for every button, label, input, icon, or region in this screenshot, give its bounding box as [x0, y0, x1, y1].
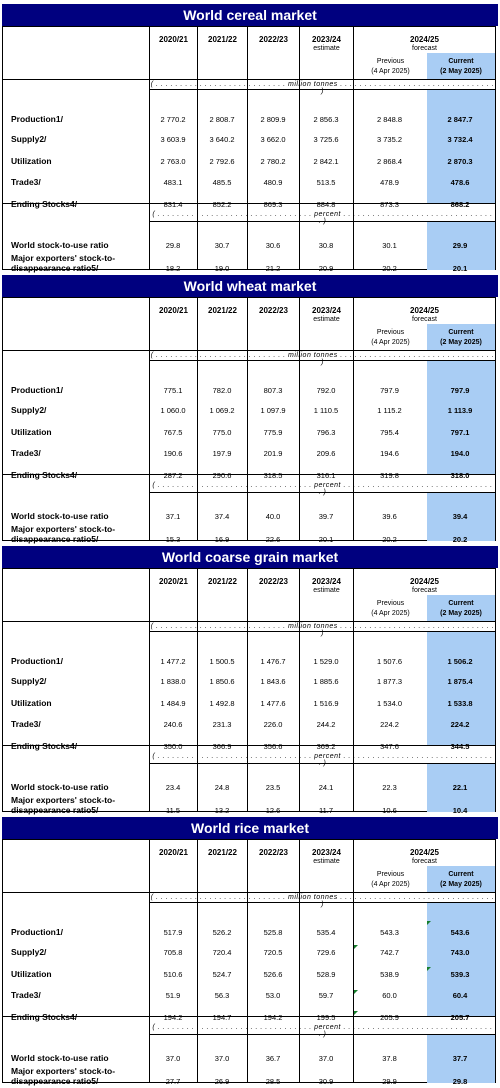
- table-cell: 526.6: [263, 970, 283, 979]
- current-value: 224.2: [450, 720, 470, 729]
- row-label: Major exporters' stock-to-: [11, 524, 116, 534]
- table-cell: 316.1: [316, 471, 336, 480]
- current-value: 478.6: [450, 178, 470, 187]
- column-divider: [247, 840, 248, 1083]
- table-cell: 56.3: [214, 991, 230, 1000]
- table-cell: 729.6: [316, 948, 336, 957]
- table-cell: 775.9: [263, 428, 283, 437]
- row-label: disappearance ratio5/: [11, 534, 99, 544]
- current-value: 20.2: [452, 535, 468, 544]
- table-cell: 40.0: [265, 512, 281, 521]
- revision-marker: [354, 1011, 358, 1015]
- current-label: Current: [448, 58, 474, 65]
- column-divider: [247, 27, 248, 270]
- table-cell: 37.1: [165, 512, 181, 521]
- current-label: Current: [448, 329, 474, 336]
- row-label: Supply2/: [11, 405, 47, 415]
- table-cell: 517.9: [163, 928, 183, 937]
- section-title: World cereal market: [2, 4, 498, 26]
- table-cell: 1 516.9: [313, 699, 339, 708]
- column-header-year: 2021/22: [208, 35, 237, 44]
- column-divider: [247, 298, 248, 541]
- current-value: 39.4: [452, 512, 468, 521]
- table-cell: 1 477.6: [260, 699, 286, 708]
- current-value: 539.3: [450, 970, 470, 979]
- table-cell: 1 500.5: [209, 657, 235, 666]
- current-value: 868.2: [450, 200, 470, 209]
- column-divider: [149, 27, 150, 270]
- table-cell: 1 097.9: [260, 406, 286, 415]
- table-cell: 483.1: [163, 178, 183, 187]
- revision-marker: [427, 967, 431, 971]
- table-cell: 356.6: [263, 742, 283, 751]
- table-cell: 478.9: [380, 178, 399, 187]
- column-divider: [149, 569, 150, 812]
- table-cell: 795.4: [380, 428, 399, 437]
- table-cell: 543.3: [380, 928, 399, 937]
- column-divider: [299, 27, 300, 270]
- table-cell: 807.3: [263, 386, 283, 395]
- table-cell: 199.5: [316, 1013, 336, 1022]
- current-value: 797.9: [450, 386, 470, 395]
- table-cell: 782.0: [212, 386, 232, 395]
- table-cell: 366.9: [212, 742, 232, 751]
- table-cell: 1 850.6: [209, 677, 235, 686]
- row-label: Utilization: [11, 969, 52, 979]
- table-cell: 705.8: [163, 948, 183, 957]
- market-section: [0, 275, 500, 544]
- table-cell: 2 780.2: [260, 157, 286, 166]
- table-cell: 319.8: [380, 471, 399, 480]
- current-date: (2 May 2025): [440, 881, 482, 888]
- row-label: World stock-to-use ratio: [11, 782, 109, 792]
- table-cell: 792.0: [316, 386, 336, 395]
- table-cell: 23.5: [265, 783, 281, 792]
- table-cell: 59.7: [318, 991, 334, 1000]
- estimate-label: estimate: [313, 45, 340, 52]
- column-header-year: 2023/24: [312, 848, 341, 857]
- row-divider: [3, 79, 495, 80]
- table-cell: 30.9: [318, 1077, 334, 1086]
- table-cell: 240.6: [163, 720, 183, 729]
- table-cell: 510.6: [163, 970, 183, 979]
- row-label: World stock-to-use ratio: [11, 240, 109, 250]
- table-cell: 194.2: [263, 1013, 283, 1022]
- data-table: [2, 26, 496, 273]
- table-cell: 3 640.2: [209, 135, 235, 144]
- table-cell: 369.2: [316, 742, 336, 751]
- table-cell: 194.6: [380, 449, 399, 458]
- table-cell: 19.0: [214, 264, 230, 273]
- table-cell: 194.7: [212, 1013, 232, 1022]
- column-header-year: 2021/22: [208, 306, 237, 315]
- row-label: disappearance ratio5/: [11, 805, 99, 815]
- table-cell: 224.2: [380, 720, 399, 729]
- table-cell: 11.7: [318, 806, 334, 815]
- current-value: 60.4: [452, 991, 468, 1000]
- table-cell: 21.2: [265, 264, 281, 273]
- current-value: 29.8: [452, 1077, 468, 1086]
- column-divider: [299, 569, 300, 812]
- table-cell: 1 492.8: [209, 699, 235, 708]
- row-label: Supply2/: [11, 947, 47, 957]
- table-cell: 873.3: [380, 200, 399, 209]
- table-cell: 797.9: [380, 386, 399, 395]
- current-date: (2 May 2025): [440, 610, 482, 617]
- column-header-year: 2023/24: [312, 35, 341, 44]
- column-header-year: 2022/23: [259, 848, 288, 857]
- table-cell: 39.6: [382, 512, 397, 521]
- column-header-year: 2020/21: [159, 306, 188, 315]
- table-cell: 201.9: [263, 449, 283, 458]
- table-cell: 53.0: [265, 991, 281, 1000]
- table-cell: 244.2: [316, 720, 336, 729]
- previous-label: Previous: [376, 329, 405, 336]
- table-cell: 28.5: [265, 1077, 281, 1086]
- table-cell: 12.6: [265, 806, 281, 815]
- table-cell: 37.0: [318, 1054, 334, 1063]
- column-divider: [247, 569, 248, 812]
- table-cell: 852.2: [212, 200, 232, 209]
- table-cell: 884.8: [316, 200, 336, 209]
- row-label: World stock-to-use ratio: [11, 1053, 109, 1063]
- row-label: Trade3/: [11, 719, 41, 729]
- estimate-label: estimate: [313, 316, 340, 323]
- table-cell: 11.5: [165, 806, 181, 815]
- column-header-year: 2020/21: [159, 848, 188, 857]
- current-date: (2 May 2025): [440, 68, 482, 75]
- current-date: (2 May 2025): [440, 339, 482, 346]
- row-label: Trade3/: [11, 177, 41, 187]
- forecast-label: forecast: [412, 858, 437, 865]
- row-label: Supply2/: [11, 134, 47, 144]
- current-value: 3 732.4: [447, 135, 473, 144]
- unit-label: ( . . . . . . . . . . . . . . . . . . . . . . . . . . . . . . . . percent . . . . . . . . . . . . . . . . . . . . . . . . . . . . . . . . ): [152, 211, 493, 225]
- table-cell: 2 792.6: [209, 157, 235, 166]
- table-cell: 36.7: [265, 1054, 281, 1063]
- current-value: 743.0: [450, 948, 470, 957]
- market-section: [0, 4, 500, 273]
- table-cell: 13.2: [214, 806, 230, 815]
- unit-label: ( . . . . . . . . . . . . . . . . . . . . . . . . . . . . . . . . percent . . . . . . . . . . . . . . . . . . . . . . . . . . . . . . . . ): [152, 753, 493, 767]
- table-cell: 24.1: [318, 783, 334, 792]
- table-cell: 30.1: [382, 241, 397, 250]
- table-cell: 37.0: [165, 1054, 181, 1063]
- previous-label: Previous: [376, 600, 405, 607]
- current-value: 1 113.9: [447, 406, 473, 415]
- table-cell: 290.6: [212, 471, 232, 480]
- column-header-year: 2023/24: [312, 577, 341, 586]
- table-cell: 2 770.2: [160, 115, 186, 124]
- table-cell: 513.5: [316, 178, 336, 187]
- row-divider: [3, 350, 495, 351]
- table-cell: 29.9: [382, 1077, 397, 1086]
- table-cell: 39.7: [318, 512, 334, 521]
- current-value: 37.7: [452, 1054, 468, 1063]
- table-cell: 1 534.0: [376, 699, 403, 708]
- previous-date: (4 Apr 2025): [371, 68, 410, 75]
- previous-label: Previous: [376, 871, 405, 878]
- row-label: Production1/: [11, 927, 63, 937]
- table-cell: 2 809.9: [260, 115, 286, 124]
- table-cell: 209.6: [316, 449, 336, 458]
- current-value: 2 847.7: [447, 115, 473, 124]
- data-table: [2, 297, 496, 544]
- table-cell: 535.4: [316, 928, 336, 937]
- row-label: Trade3/: [11, 448, 41, 458]
- current-value: 543.6: [450, 928, 470, 937]
- table-cell: 775.0: [212, 428, 232, 437]
- current-value: 1 533.8: [447, 699, 473, 708]
- table-cell: 528.9: [316, 970, 336, 979]
- row-label: Ending Stocks4/: [11, 741, 78, 751]
- unit-label: ( . . . . . . . . . . . . . . . . . . . . . . . . . . . million tonnes . . . . . . . . . . . . . . . . . . . . . . . . . . . . . . . . ): [150, 352, 495, 366]
- column-header-year: 2024/25: [410, 306, 439, 315]
- current-value: 205.7: [450, 1013, 470, 1022]
- row-label: Trade3/: [11, 990, 41, 1000]
- table-cell: 190.6: [163, 449, 183, 458]
- table-cell: 22.6: [265, 535, 281, 544]
- table-cell: 60.0: [382, 991, 397, 1000]
- previous-label: Previous: [376, 58, 405, 65]
- column-divider: [197, 298, 198, 541]
- current-value: 29.9: [452, 241, 468, 250]
- column-divider: [197, 27, 198, 270]
- table-cell: 526.2: [212, 928, 232, 937]
- previous-date: (4 Apr 2025): [371, 610, 410, 617]
- section-title: World coarse grain market: [2, 546, 498, 568]
- data-table: [2, 839, 496, 1086]
- column-header-year: 2020/21: [159, 35, 188, 44]
- row-label: disappearance ratio5/: [11, 1076, 99, 1086]
- table-cell: 22.3: [382, 783, 397, 792]
- table-cell: 226.0: [263, 720, 283, 729]
- table-cell: 524.7: [212, 970, 232, 979]
- table-cell: 30.7: [214, 241, 230, 250]
- forecast-label: forecast: [412, 45, 437, 52]
- market-section: [0, 817, 500, 1086]
- table-cell: 30.6: [265, 241, 281, 250]
- table-cell: 3 725.6: [313, 135, 339, 144]
- table-cell: 197.9: [212, 449, 232, 458]
- table-cell: 1 477.2: [160, 657, 186, 666]
- unit-label: ( . . . . . . . . . . . . . . . . . . . . . . . . . . . million tonnes . . . . . . . . . . . . . . . . . . . . . . . . . . . . . . . . ): [150, 81, 495, 95]
- current-value: 10.4: [452, 806, 468, 815]
- table-cell: 2 763.0: [160, 157, 186, 166]
- revision-marker: [354, 945, 358, 949]
- column-divider: [197, 840, 198, 1083]
- table-cell: 485.5: [212, 178, 232, 187]
- table-cell: 37.4: [214, 512, 230, 521]
- column-header-year: 2023/24: [312, 306, 341, 315]
- table-cell: 720.5: [263, 948, 283, 957]
- table-cell: 16.9: [214, 535, 230, 544]
- table-cell: 831.4: [163, 200, 183, 209]
- table-cell: 20.2: [382, 535, 397, 544]
- row-label: disappearance ratio5/: [11, 263, 99, 273]
- table-cell: 2 856.3: [313, 115, 339, 124]
- table-cell: 1 838.0: [160, 677, 186, 686]
- unit-label: ( . . . . . . . . . . . . . . . . . . . . . . . . . . . million tonnes . . . . . . . . . . . . . . . . . . . . . . . . . . . . . . . . ): [150, 623, 495, 637]
- forecast-label: forecast: [412, 316, 437, 323]
- row-label: Ending Stocks4/: [11, 1012, 78, 1022]
- row-label: Production1/: [11, 656, 63, 666]
- table-cell: 37.8: [382, 1054, 397, 1063]
- table-cell: 1 507.6: [376, 657, 403, 666]
- table-cell: 20.2: [382, 264, 397, 273]
- revision-marker: [354, 990, 358, 994]
- row-label: Production1/: [11, 114, 63, 124]
- row-label: Supply2/: [11, 676, 47, 686]
- table-cell: 3 735.2: [376, 135, 403, 144]
- column-header-year: 2021/22: [208, 577, 237, 586]
- table-cell: 26.9: [214, 1077, 230, 1086]
- row-label: Production1/: [11, 385, 63, 395]
- table-cell: 1 476.7: [260, 657, 286, 666]
- column-divider: [149, 298, 150, 541]
- column-header-year: 2022/23: [259, 577, 288, 586]
- current-value: 194.0: [450, 449, 470, 458]
- table-cell: 525.8: [263, 928, 283, 937]
- current-label: Current: [448, 871, 474, 878]
- column-header-year: 2021/22: [208, 848, 237, 857]
- unit-label: ( . . . . . . . . . . . . . . . . . . . . . . . . . . . . . . . . percent . . . . . . . . . . . . . . . . . . . . . . . . . . . . . . . . ): [152, 1024, 493, 1038]
- unit-label: ( . . . . . . . . . . . . . . . . . . . . . . . . . . . . . . . . percent . . . . . . . . . . . . . . . . . . . . . . . . . . . . . . . . ): [152, 482, 493, 496]
- table-cell: 2 848.8: [376, 115, 403, 124]
- row-label: Major exporters' stock-to-: [11, 1066, 116, 1076]
- table-cell: 1 843.6: [260, 677, 286, 686]
- unit-label: ( . . . . . . . . . . . . . . . . . . . . . . . . . . . million tonnes . . . . . . . . . . . . . . . . . . . . . . . . . . . . . . . . ): [150, 894, 495, 908]
- row-label: Utilization: [11, 427, 52, 437]
- column-divider: [299, 840, 300, 1083]
- table-cell: 194.2: [163, 1013, 183, 1022]
- table-cell: 1 060.0: [160, 406, 186, 415]
- row-label: Utilization: [11, 156, 52, 166]
- table-cell: 796.3: [316, 428, 336, 437]
- table-cell: 350.0: [163, 742, 183, 751]
- table-cell: 1 529.0: [313, 657, 339, 666]
- section-title: World wheat market: [2, 275, 498, 297]
- forecast-label: forecast: [412, 587, 437, 594]
- row-label: Ending Stocks4/: [11, 199, 78, 209]
- table-cell: 1 877.3: [376, 677, 403, 686]
- table-cell: 538.9: [380, 970, 399, 979]
- table-cell: 720.4: [212, 948, 232, 957]
- column-divider: [149, 840, 150, 1083]
- table-cell: 767.5: [163, 428, 183, 437]
- row-divider: [3, 892, 495, 893]
- table-cell: 29.8: [165, 241, 181, 250]
- table-cell: 15.3: [165, 535, 181, 544]
- table-cell: 231.3: [212, 720, 232, 729]
- table-cell: 30.8: [318, 241, 334, 250]
- current-value: 1 506.2: [447, 657, 473, 666]
- column-divider: [299, 298, 300, 541]
- revision-marker: [427, 921, 431, 925]
- table-cell: 3 662.0: [260, 135, 286, 144]
- current-value: 797.1: [450, 428, 470, 437]
- column-divider: [197, 569, 198, 812]
- table-cell: 287.2: [163, 471, 183, 480]
- table-cell: 318.5: [263, 471, 283, 480]
- table-cell: 1 885.6: [313, 677, 339, 686]
- current-value: 22.1: [452, 783, 468, 792]
- table-cell: 37.0: [214, 1054, 230, 1063]
- row-label: Ending Stocks4/: [11, 470, 78, 480]
- table-cell: 205.9: [380, 1013, 399, 1022]
- table-cell: 1 069.2: [209, 406, 235, 415]
- current-value: 344.5: [450, 742, 470, 751]
- estimate-label: estimate: [313, 587, 340, 594]
- current-value: 2 870.3: [447, 157, 473, 166]
- current-value: 1 875.4: [447, 677, 473, 686]
- row-label: Major exporters' stock-to-: [11, 795, 116, 805]
- table-cell: 2 868.4: [376, 157, 403, 166]
- estimate-label: estimate: [313, 858, 340, 865]
- row-divider: [3, 621, 495, 622]
- data-table: [2, 568, 496, 815]
- table-cell: 2 842.1: [313, 157, 339, 166]
- row-label: Major exporters' stock-to-: [11, 253, 116, 263]
- column-header-year: 2020/21: [159, 577, 188, 586]
- table-cell: 20.9: [318, 264, 334, 273]
- current-value: 318.0: [450, 471, 470, 480]
- table-cell: 2 808.7: [209, 115, 235, 124]
- table-cell: 18.2: [165, 264, 181, 273]
- table-cell: 1 115.2: [377, 406, 402, 415]
- table-cell: 23.4: [165, 783, 181, 792]
- table-cell: 3 603.9: [160, 135, 186, 144]
- column-header-year: 2022/23: [259, 306, 288, 315]
- section-title: World rice market: [2, 817, 498, 839]
- table-cell: 20.1: [318, 535, 334, 544]
- market-section: [0, 546, 500, 815]
- current-value: 20.1: [452, 264, 468, 273]
- column-header-year: 2024/25: [410, 577, 439, 586]
- table-cell: 51.9: [165, 991, 181, 1000]
- column-header-year: 2024/25: [410, 848, 439, 857]
- column-header-year: 2024/25: [410, 35, 439, 44]
- table-cell: 347.6: [380, 742, 399, 751]
- table-cell: 869.3: [263, 200, 283, 209]
- previous-date: (4 Apr 2025): [371, 881, 410, 888]
- table-cell: 1 484.9: [160, 699, 186, 708]
- column-header-year: 2022/23: [259, 35, 288, 44]
- table-cell: 24.8: [214, 783, 230, 792]
- table-cell: 10.6: [382, 806, 397, 815]
- table-cell: 742.7: [380, 948, 399, 957]
- current-label: Current: [448, 600, 474, 607]
- table-cell: 775.1: [163, 386, 183, 395]
- row-label: World stock-to-use ratio: [11, 511, 109, 521]
- previous-date: (4 Apr 2025): [371, 339, 410, 346]
- table-cell: 1 110.5: [313, 406, 339, 415]
- row-label: Utilization: [11, 698, 52, 708]
- table-cell: 480.9: [263, 178, 283, 187]
- table-cell: 27.7: [165, 1077, 181, 1086]
